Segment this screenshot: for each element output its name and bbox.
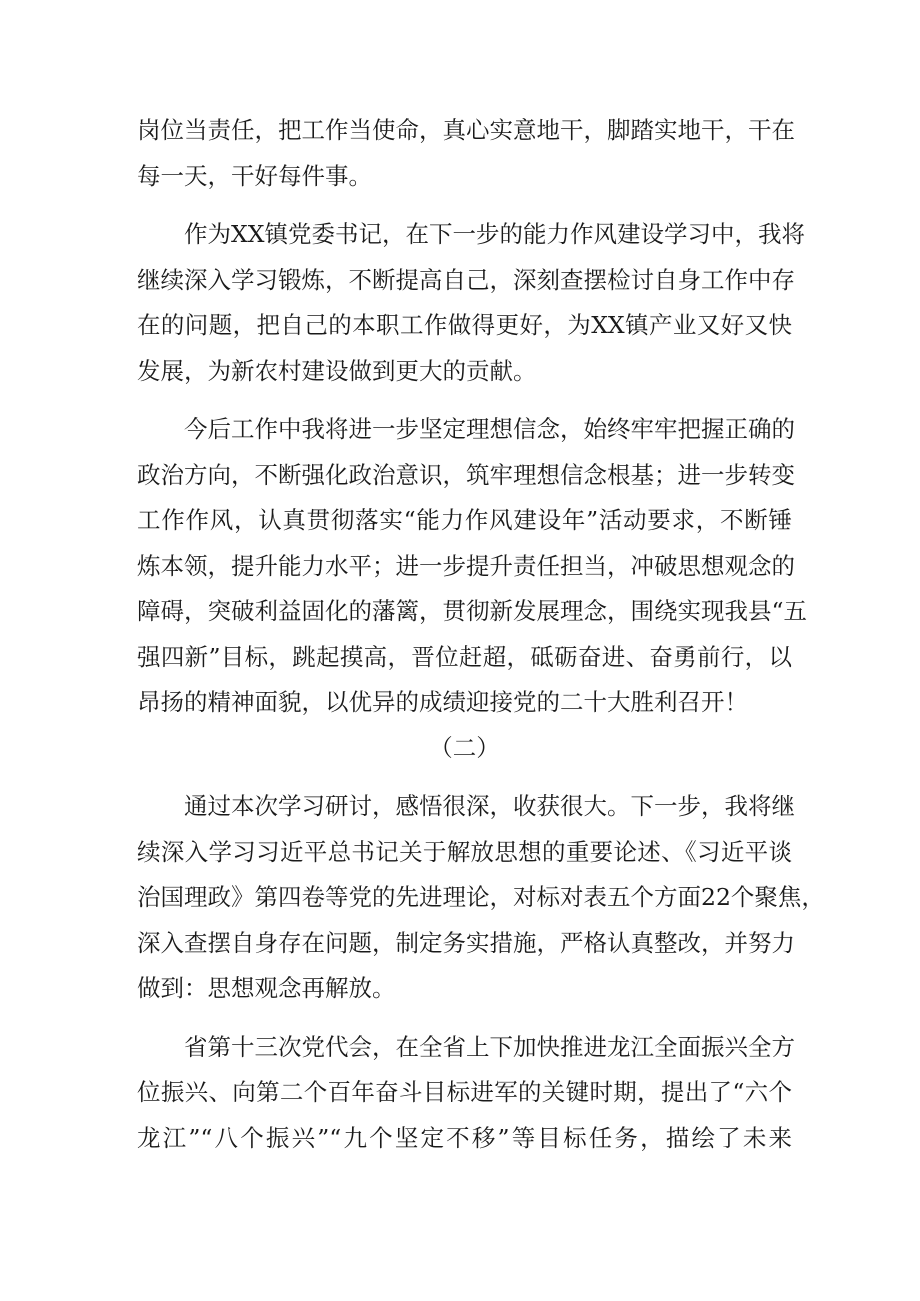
paragraph-line: 发展，为新农村建设做到更大的贡献。 [137,356,537,385]
paragraph-line: 龙江”“八个振兴”“九个坚定不移”等目标任务，描绘了未来 [137,1123,792,1152]
paragraph-line: 治国理政》第四卷等党的先进理论，对标对表五个方面22个聚焦， [137,883,825,911]
paragraph-line: 岗位当责任，把工作当使命，真心实意地干，脚踏实地干，干在 [137,116,795,144]
paragraph-line: 每一天，干好每件事。 [137,161,372,190]
paragraph-line: 做到：思想观念再解放。 [137,974,396,1002]
paragraph-line: 障碍，突破利益固化的藩篱，贯彻新发展理念，围绕实现我县“五 [137,597,808,625]
paragraph-1 [137,108,795,199]
paragraph-line: 继续深入学习锻炼，不断提高自己，深刻查摆检讨自身工作中存 [137,265,795,294]
document-body [137,108,825,1161]
paragraph-line: 政治方向，不断强化政治意识，筑牢理想信念根基；进一步转变 [137,460,795,489]
paragraph-line: 在的问题，把自己的本职工作做得更好，为XX镇产业又好又快 [137,311,792,339]
section-heading: （二） [429,733,500,762]
paragraph-line: 昂扬的精神面貌，以优异的成绩迎接党的二十大胜利召开！ [137,688,748,716]
paragraph-line: 位振兴、向第二个百年奋斗目标进军的关键时期，提出了“六个 [137,1078,792,1106]
paragraph-5 [137,1025,795,1162]
paragraph-4 [137,784,825,1012]
paragraph-2 [137,212,805,394]
paragraph-line: 今后工作中我将进一步坚定理想信念，始终牢牢把握正确的 [184,415,795,443]
paragraph-line: 炼本领，提升能力水平；进一步提升责任担当，冲破思想观念的 [137,551,795,580]
paragraph-line: 通过本次学习研讨，感悟很深，收获很大。下一步，我将继 [184,792,795,820]
paragraph-line: 深入查摆自身存在问题，制定务实措施，严格认真整改，并努力 [137,928,795,957]
paragraph-line: 作为XX镇党委书记，在下一步的能力作风建设学习中，我将 [184,220,805,248]
paragraph-3 [137,407,808,726]
paragraph-line: 工作作风，认真贯彻落实“能力作风建设年”活动要求，不断锤 [137,506,792,534]
paragraph-line: 强四新”目标，跳起摸高，晋位赶超，砥砺奋进、奋勇前行，以 [137,642,792,671]
paragraph-line: 省第十三次党代会，在全省上下加快推进龙江全面振兴全方 [184,1032,795,1061]
paragraph-line: 续深入学习习近平总书记关于解放思想的重要论述、《习近平谈 [137,837,792,866]
